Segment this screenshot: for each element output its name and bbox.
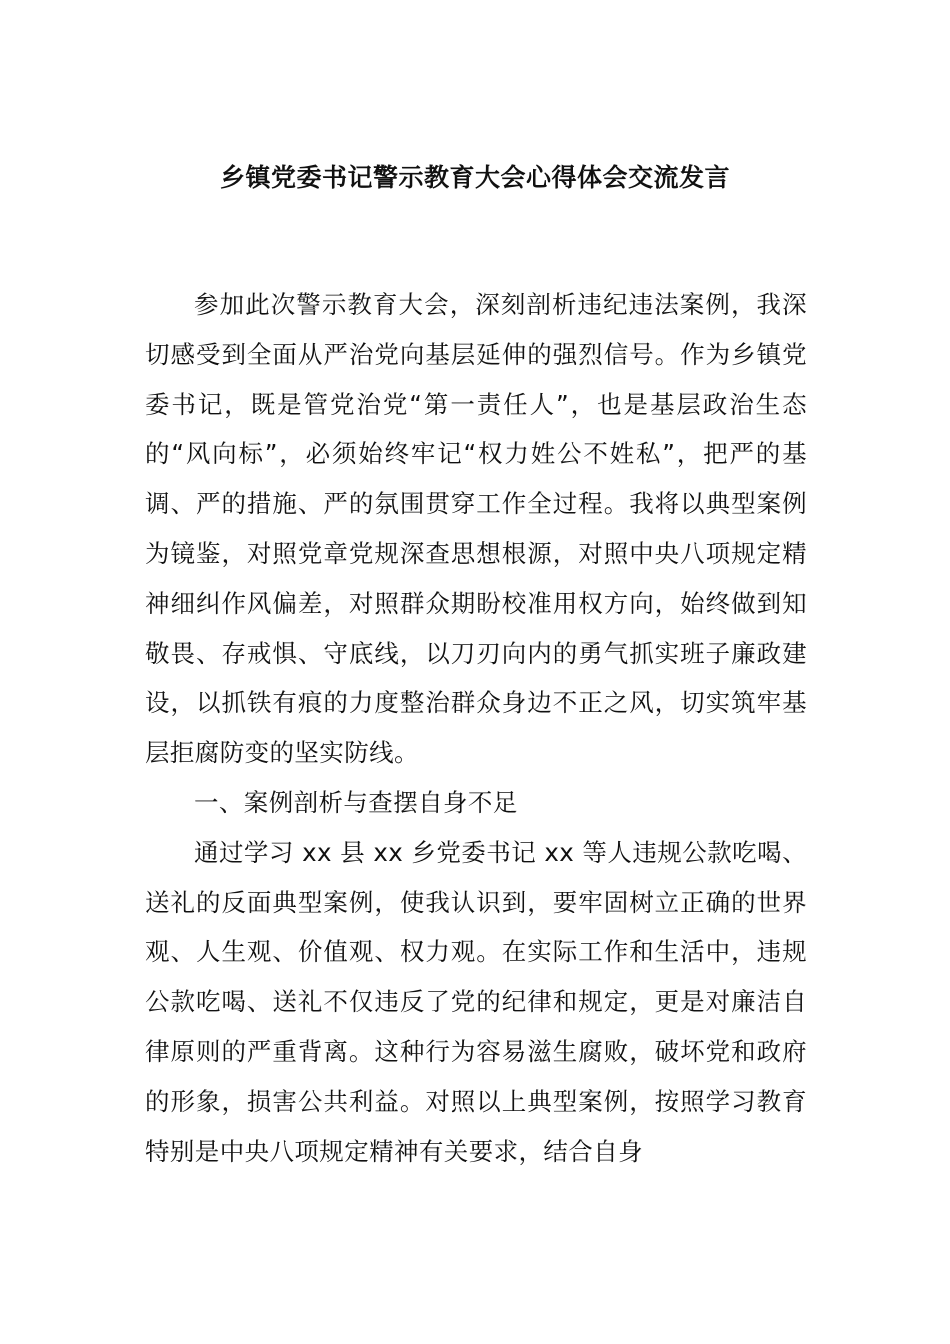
paragraph-intro: 参加此次警示教育大会，深刻剖析违纪违法案例，我深切感受到全面从严治党向基层延伸的强烈信号。作为乡镇党委书记，既是管党治党“第一责任人”，也是基层政治生态的“风向标”，必须始终牢记“权力姓公不姓私”，把严的基调、严的措施、严的氛围贯穿工作全过程。我将以典型案例为镜鉴，对照党章党规深查思想根源，对照中央八项规定精神细纠作风偏差，对照群众期盼校准用权方向，始终做到知敬畏、存戒惧、守底线，以刀刃向内的勇气抓实班子廉政建设，以抓铁有痕的力度整治群众身边不正之风，切实筑牢基层拒腐防变的坚实防线。: [145, 290, 807, 768]
section-heading-1: 一、案例剖析与查摆自身不足: [194, 787, 518, 817]
document-title: 乡镇党委书记警示教育大会心得体会交流发言: [219, 163, 730, 192]
paragraph-case-analysis: 通过学习 xx 县 xx 乡党委书记 xx 等人违规公款吃喝、送礼的反面典型案例，使我认识到，要牢固树立正确的世界观、人生观、价值观、权力观。在实际工作和生活中，违规公款吃喝、送礼不仅违反了党的纪律和规定，更是对廉洁自律原则的严重背离。这种行为容易滋生腐败，破坏党和政府的形象，损害公共利益。对照以上典型案例，按照学习教育特别是中央八项规定精神有关要求，结合自身: [145, 837, 807, 1166]
document-body: [145, 280, 807, 1176]
